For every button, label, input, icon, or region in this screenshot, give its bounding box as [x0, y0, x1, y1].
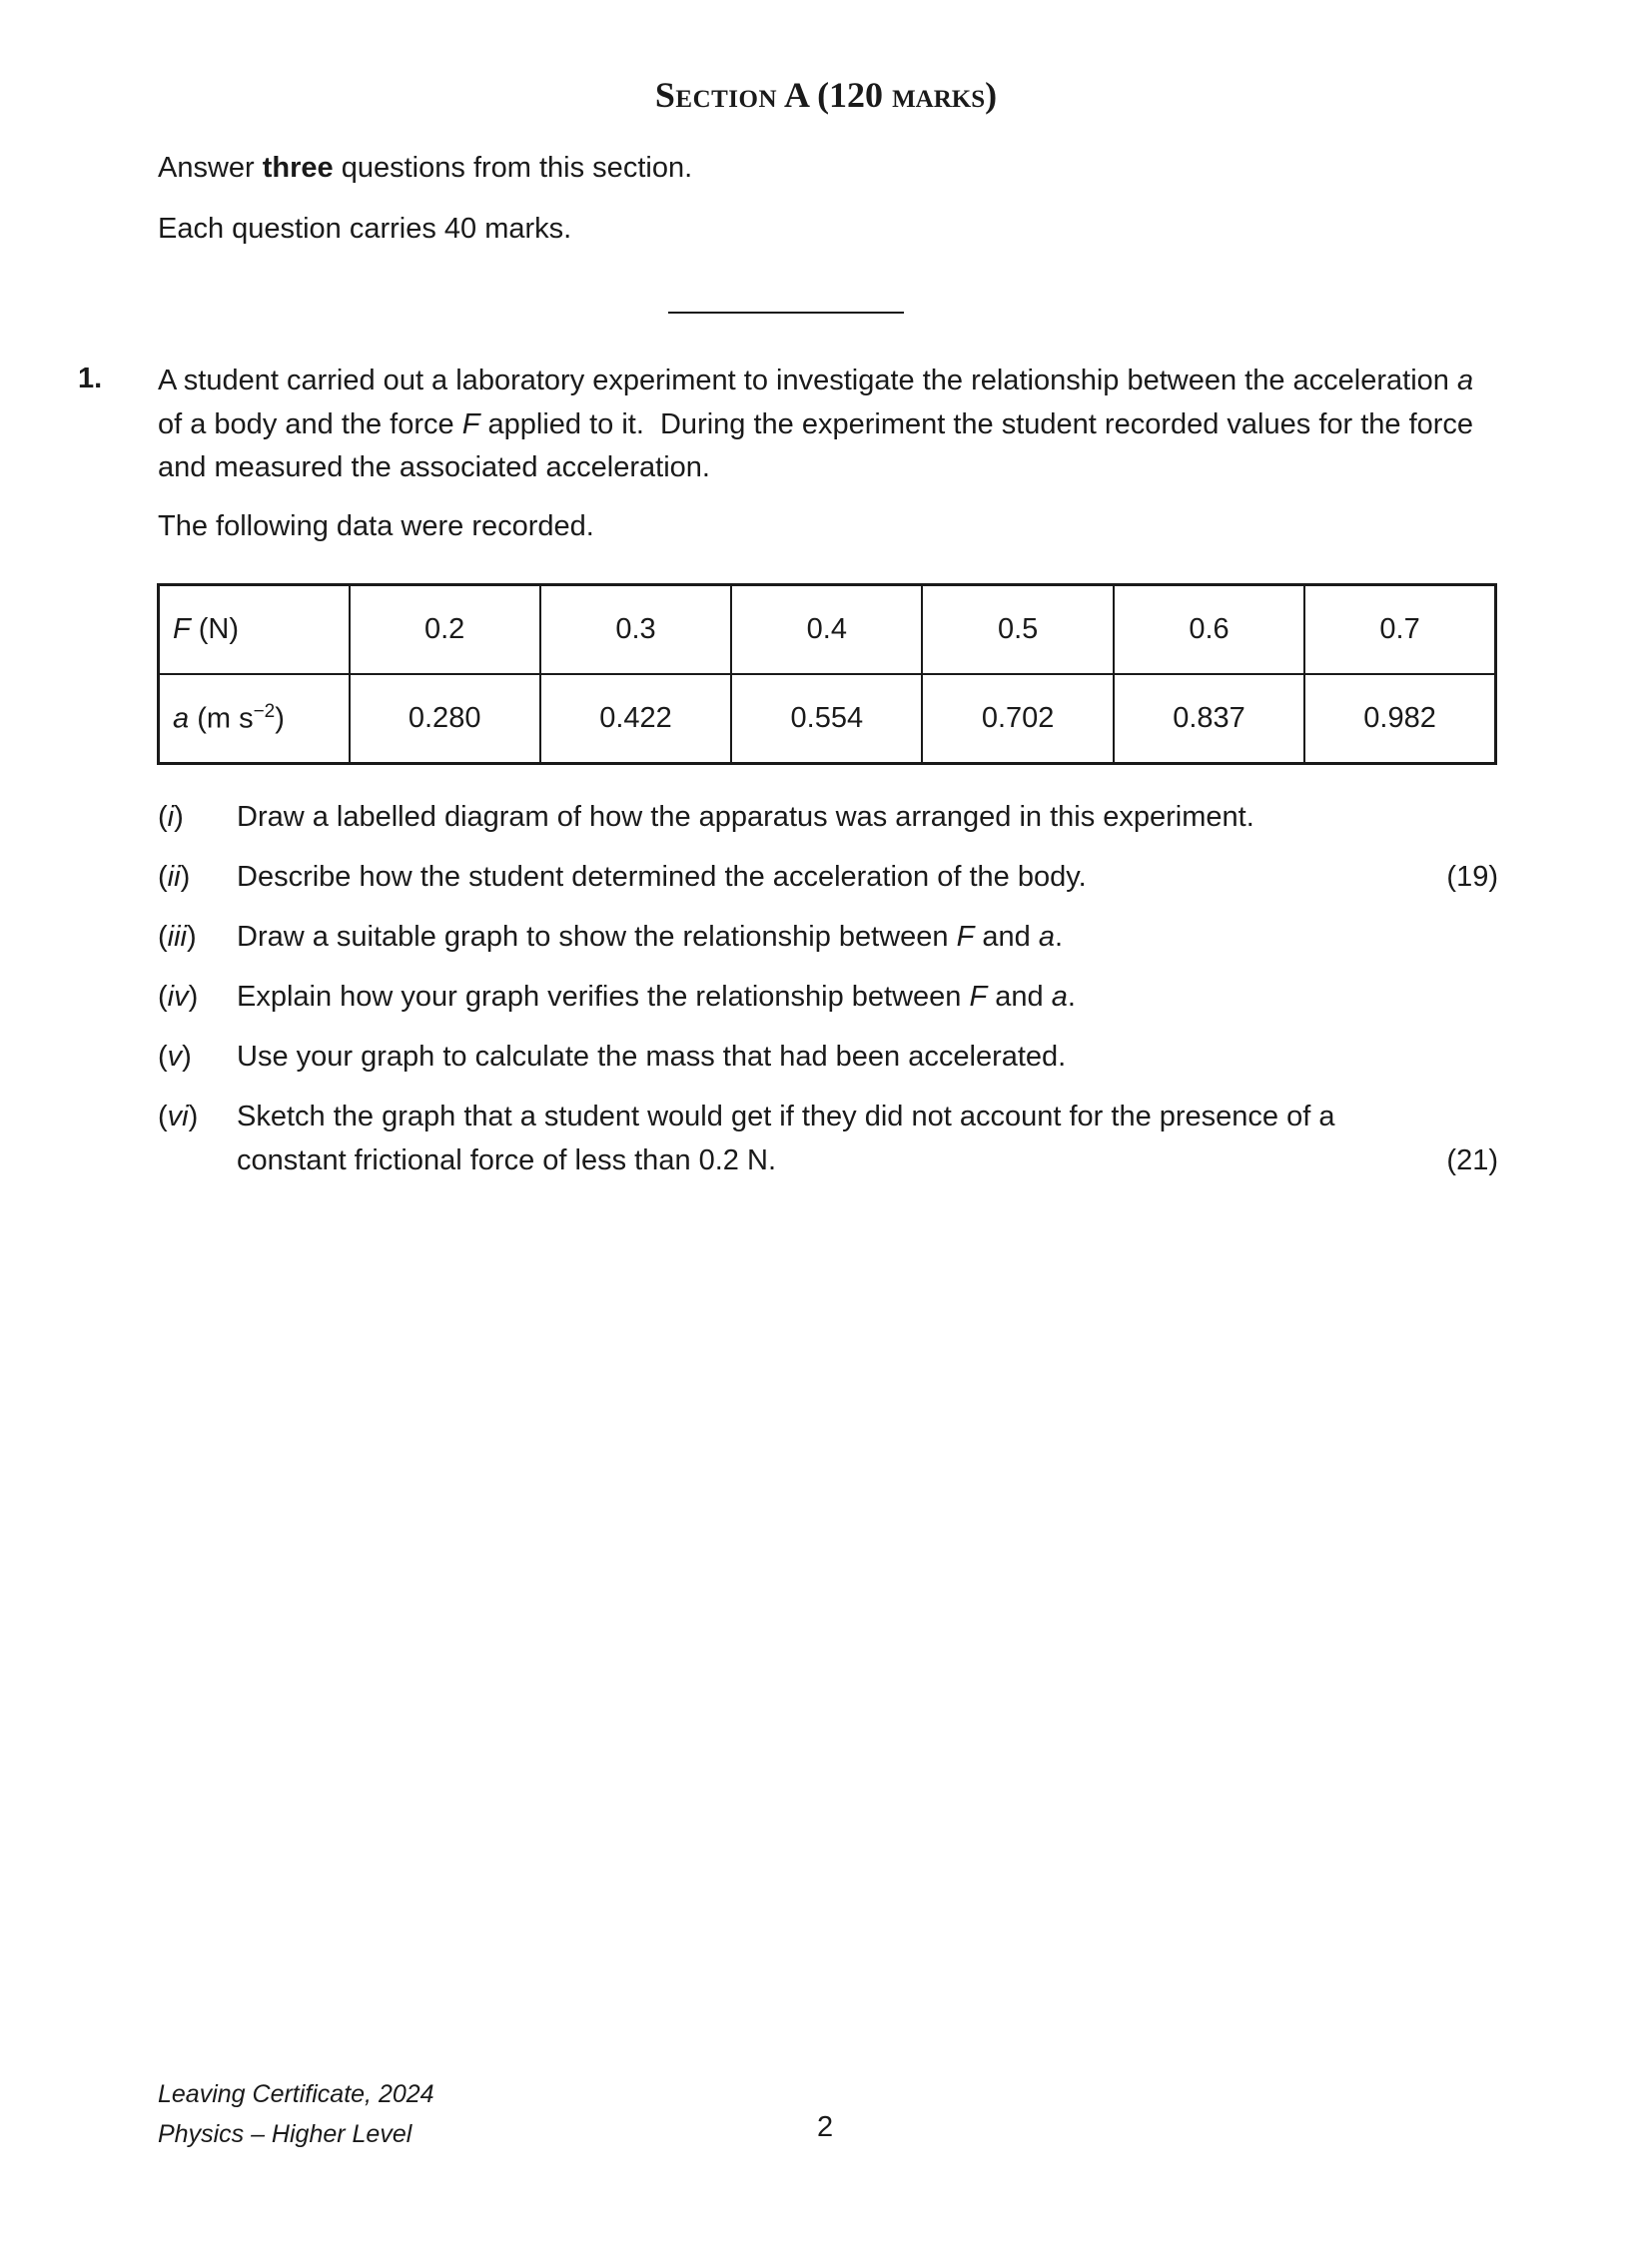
part-roman: v — [167, 1041, 183, 1073]
table-cell: 0.280 — [350, 674, 540, 764]
text-segment: and — [974, 921, 1039, 953]
part-text — [237, 795, 1398, 839]
question-part — [158, 975, 1498, 1019]
table-cell: 0.6 — [1114, 585, 1304, 675]
footer-subject: Physics – Higher Level — [158, 2120, 413, 2148]
text-segment: Draw a suitable graph to show the relationship between — [237, 921, 957, 953]
section-title-marks: marks) — [892, 75, 998, 115]
part-number: (i) — [158, 801, 184, 833]
question-part — [158, 1035, 1498, 1079]
acceleration-symbol: a — [173, 702, 190, 735]
table-cell: 0.837 — [1114, 674, 1304, 764]
question-part — [158, 915, 1498, 959]
part-text — [237, 1035, 1398, 1079]
text-segment: Sketch the graph that a student would get if they did not account for the presence of a constant frictional force of less than 0.2 N. — [237, 1101, 1343, 1176]
question-stem — [158, 360, 1496, 490]
section-title-letter: A — [784, 75, 809, 115]
text-segment: of a body and the force — [158, 365, 1482, 440]
intro-line-2: Each question carries 40 marks. — [158, 213, 572, 245]
part-number: (ii) — [158, 861, 191, 893]
question-part — [158, 795, 1498, 839]
variable-symbol: F — [461, 407, 480, 440]
part-text — [237, 855, 1398, 899]
part-roman: iv — [167, 981, 189, 1013]
table-cell: 0.982 — [1304, 674, 1495, 764]
part-marks: (21) — [1446, 1144, 1498, 1176]
text-segment: Describe how the student determined the acceleration of the body. — [237, 861, 1087, 893]
part-text — [237, 915, 1398, 959]
part-roman: iii — [167, 921, 188, 953]
acceleration-row-header — [159, 674, 350, 764]
text-segment: . — [1054, 921, 1064, 953]
text-segment: applied to it. During the experiment the student recorded values for the force and measured the associated acceleration. — [158, 407, 1482, 483]
question-part — [158, 1095, 1498, 1182]
force-symbol: F — [173, 613, 191, 645]
text-segment: Draw a labelled diagram of how the apparatus was arranged in this experiment. — [237, 801, 1254, 833]
variable-symbol: F — [969, 981, 988, 1013]
text-segment: . — [1067, 981, 1076, 1013]
variable-symbol: a — [1051, 981, 1068, 1013]
footer-exam: Leaving Certificate, 2024 — [158, 2080, 434, 2108]
part-number: (iii) — [158, 921, 197, 953]
intro-pre: Answer — [158, 152, 263, 184]
text-segment: and — [987, 981, 1052, 1013]
intro-bold: three — [262, 152, 334, 184]
table-cell: 0.554 — [731, 674, 922, 764]
data-intro: The following data were recorded. — [158, 510, 594, 542]
intro-post: questions from this section. — [333, 152, 693, 184]
data-table — [157, 583, 1497, 765]
table-cell: 0.7 — [1304, 585, 1495, 675]
question-parts — [158, 795, 1498, 1198]
acceleration-unit: (m s — [189, 702, 254, 735]
part-number: (v) — [158, 1041, 192, 1073]
part-number: (vi) — [158, 1101, 199, 1132]
acceleration-row — [159, 674, 1496, 764]
text-segment: Use your graph to calculate the mass that had been accelerated. — [237, 1041, 1067, 1073]
part-text — [237, 1095, 1398, 1182]
variable-symbol: F — [956, 921, 975, 953]
part-roman: ii — [167, 861, 181, 893]
question-part — [158, 855, 1498, 899]
part-text — [237, 975, 1398, 1019]
table-cell: 0.3 — [540, 585, 731, 675]
text-segment: Explain how your graph verifies the relationship between — [237, 981, 970, 1013]
intro-line-1 — [158, 152, 692, 185]
part-number: (iv) — [158, 981, 199, 1013]
variable-symbol: a — [1038, 921, 1055, 953]
table-cell: 0.4 — [731, 585, 922, 675]
text-segment: A student carried out a laboratory experiment to investigate the relationship between the acceleration — [158, 365, 1457, 396]
table-cell: 0.2 — [350, 585, 540, 675]
question-number: 1. — [78, 363, 103, 394]
variable-symbol: a — [1456, 365, 1474, 396]
section-title — [0, 74, 1652, 116]
part-roman: i — [167, 801, 175, 833]
section-title-paren: (120 — [817, 75, 884, 115]
page-number: 2 — [817, 2111, 834, 2143]
force-row — [159, 585, 1496, 675]
acceleration-unit-exponent: −2 — [253, 701, 276, 723]
section-divider — [668, 312, 904, 314]
part-roman: vi — [167, 1101, 189, 1132]
table-cell: 0.422 — [540, 674, 731, 764]
force-row-header — [159, 585, 350, 675]
section-title-word: Section — [654, 75, 778, 115]
part-marks: (19) — [1446, 861, 1498, 893]
acceleration-unit-close: ) — [275, 702, 285, 735]
table-cell: 0.702 — [922, 674, 1113, 764]
table-cell: 0.5 — [922, 585, 1113, 675]
force-unit: (N) — [190, 613, 240, 645]
